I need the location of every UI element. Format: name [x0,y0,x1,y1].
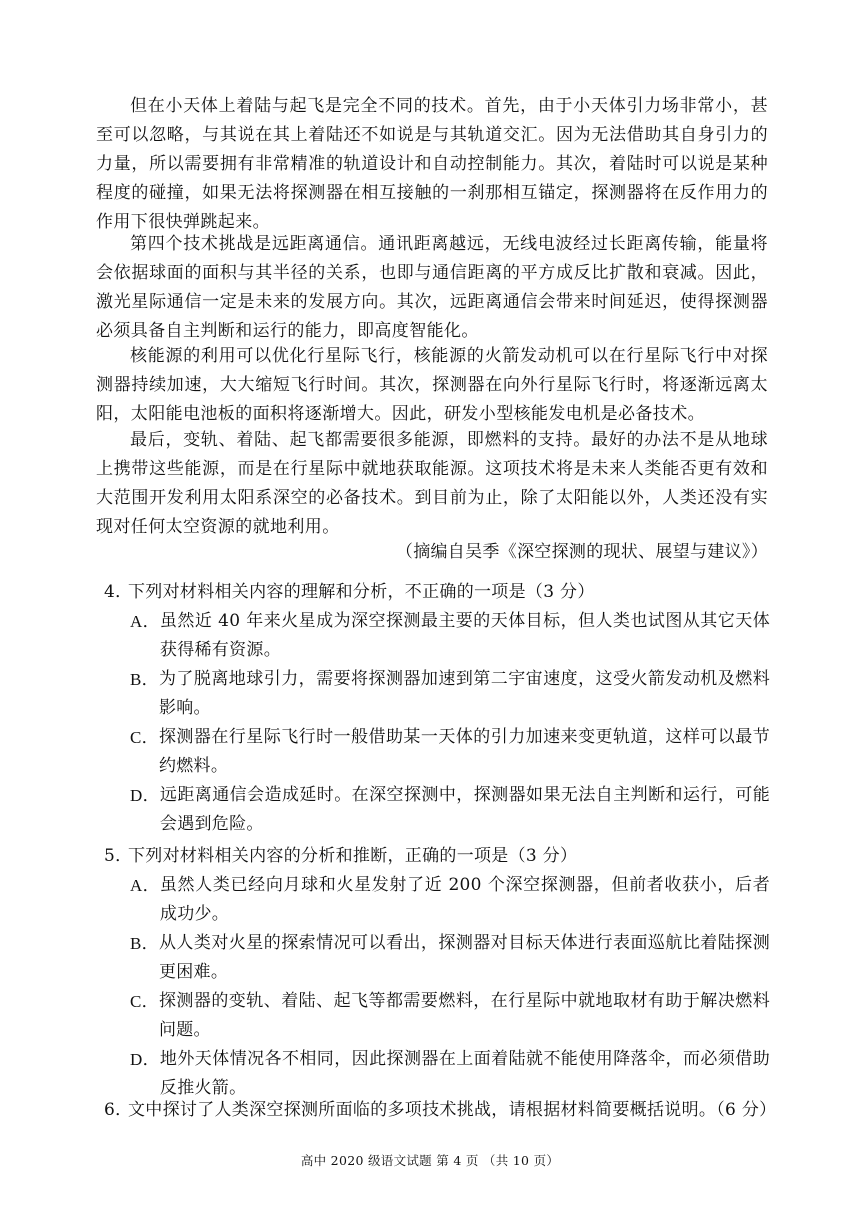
option-d [130,1045,770,1103]
question-number: 4． [104,582,133,602]
passage-paragraph: 但在小天体上着陆与起飞是完全不同的技术。首先，由于小天体引力场非常小，甚至可以忽略，与其说在其上着陆还不如说是与其轨道交汇。因为无法借助其自身引力的力量，所以需要拥有非常精准的轨道设计和自动控制能力。其次，着陆时可以说是某种程度的碰撞，如果无法将探测器在相互接触的一刹那相互锚定，探测器将在反作用力的作用下很快弹跳起来。 [96,96,768,232]
option-letter: B． [130,934,159,953]
option-letter: D． [130,1050,160,1069]
question-stem [104,578,770,607]
question-text: 下列对材料相关内容的理解和分析，不正确的一项是（3 分） [128,582,595,602]
option-text: 虽然近 40 年来火星成为深空探测最主要的天体目标，但人类也试图从其它天体获得稀有资源。 [159,611,770,660]
question-stem [104,842,770,871]
option-letter: B． [130,670,159,689]
option-a [130,871,770,929]
question-5 [104,842,770,1103]
question-number: 5． [104,846,133,866]
option-a [130,607,770,665]
passage-paragraph: 最后，变轨、着陆、起飞都需要很多能源，即燃料的支持。最好的办法不是从地球上携带这些能源，而是在行星际中就地获取能源。这项技术将是未来人类能否更有效和大范围开发利用太阳系深空的必备技术。到目前为止，除了太阳能以外，人类还没有实现对任何太空资源的就地利用。 [96,430,768,537]
option-letter: D． [130,786,160,805]
question-4 [104,578,770,839]
question-text: 下列对材料相关内容的分析和推断，正确的一项是（3 分） [128,846,578,866]
option-letter: C． [130,992,159,1011]
passage-source: （摘编自吴季《深空探测的现状、展望与建议》） [395,542,768,562]
passage-paragraph: 核能源的利用可以优化行星际飞行，核能源的火箭发动机可以在行星际飞行中对探测器持续加速，大大缩短飞行时间。其次，探测器在向外行星际飞行时，将逐渐远离太阳，太阳能电池板的面积将逐渐增大。因此，研发小型核能发电机是必备技术。 [96,346,768,424]
option-text: 探测器在行星际飞行时一般借助某一天体的引力加速来变更轨道，这样可以最节约燃料。 [158,727,770,776]
option-text: 地外天体情况各不相同，因此探测器在上面着陆就不能使用降落伞，而必须借助反推火箭。 [159,1049,770,1098]
option-b [130,665,770,723]
option-letter: C． [130,728,159,747]
passage-paragraph: 第四个技术挑战是远距离通信。通讯距离越远，无线电波经过长距离传输，能量将会依据球面的面积与其半径的关系，也即与通信距离的平方成反比扩散和衰减。因此，激光星际通信一定是未来的发展方向。其次，远距离通信会带来时间延迟，使得探测器必须具备自主判断和运行的能力，即高度智能化。 [96,234,768,341]
option-letter: A． [130,876,160,895]
option-text: 从人类对火星的探索情况可以看出，探测器对目标天体进行表面巡航比着陆探测更困难。 [158,933,770,982]
option-c [130,987,770,1045]
question-6 [104,1096,777,1125]
option-text: 远距离通信会造成延时。在深空探测中，探测器如果无法自主判断和运行，可能会遇到危险。 [159,785,770,834]
option-text: 虽然人类已经向月球和火星发射了近 200 个深空探测器，但前者收获小，后者成功少。 [159,875,770,924]
question-text: 文中探讨了人类深空探测所面临的多项技术挑战，请根据材料简要概括说明。（6 分） [128,1100,777,1120]
page-footer: 高中 2020 级语文试题 第 4 页 （共 10 页） [300,1153,560,1168]
question-number: 6． [104,1100,133,1120]
option-text: 为了脱离地球引力，需要将探测器加速到第二宇宙速度，这受火箭发动机及燃料影响。 [158,669,770,718]
option-c [130,723,770,781]
option-text: 探测器的变轨、着陆、起飞等都需要燃料，在行星际中就地取材有助于解决燃料问题。 [158,991,770,1040]
option-b [130,929,770,987]
option-letter: A． [130,612,160,631]
option-d [130,781,770,839]
question-stem [104,1096,777,1125]
